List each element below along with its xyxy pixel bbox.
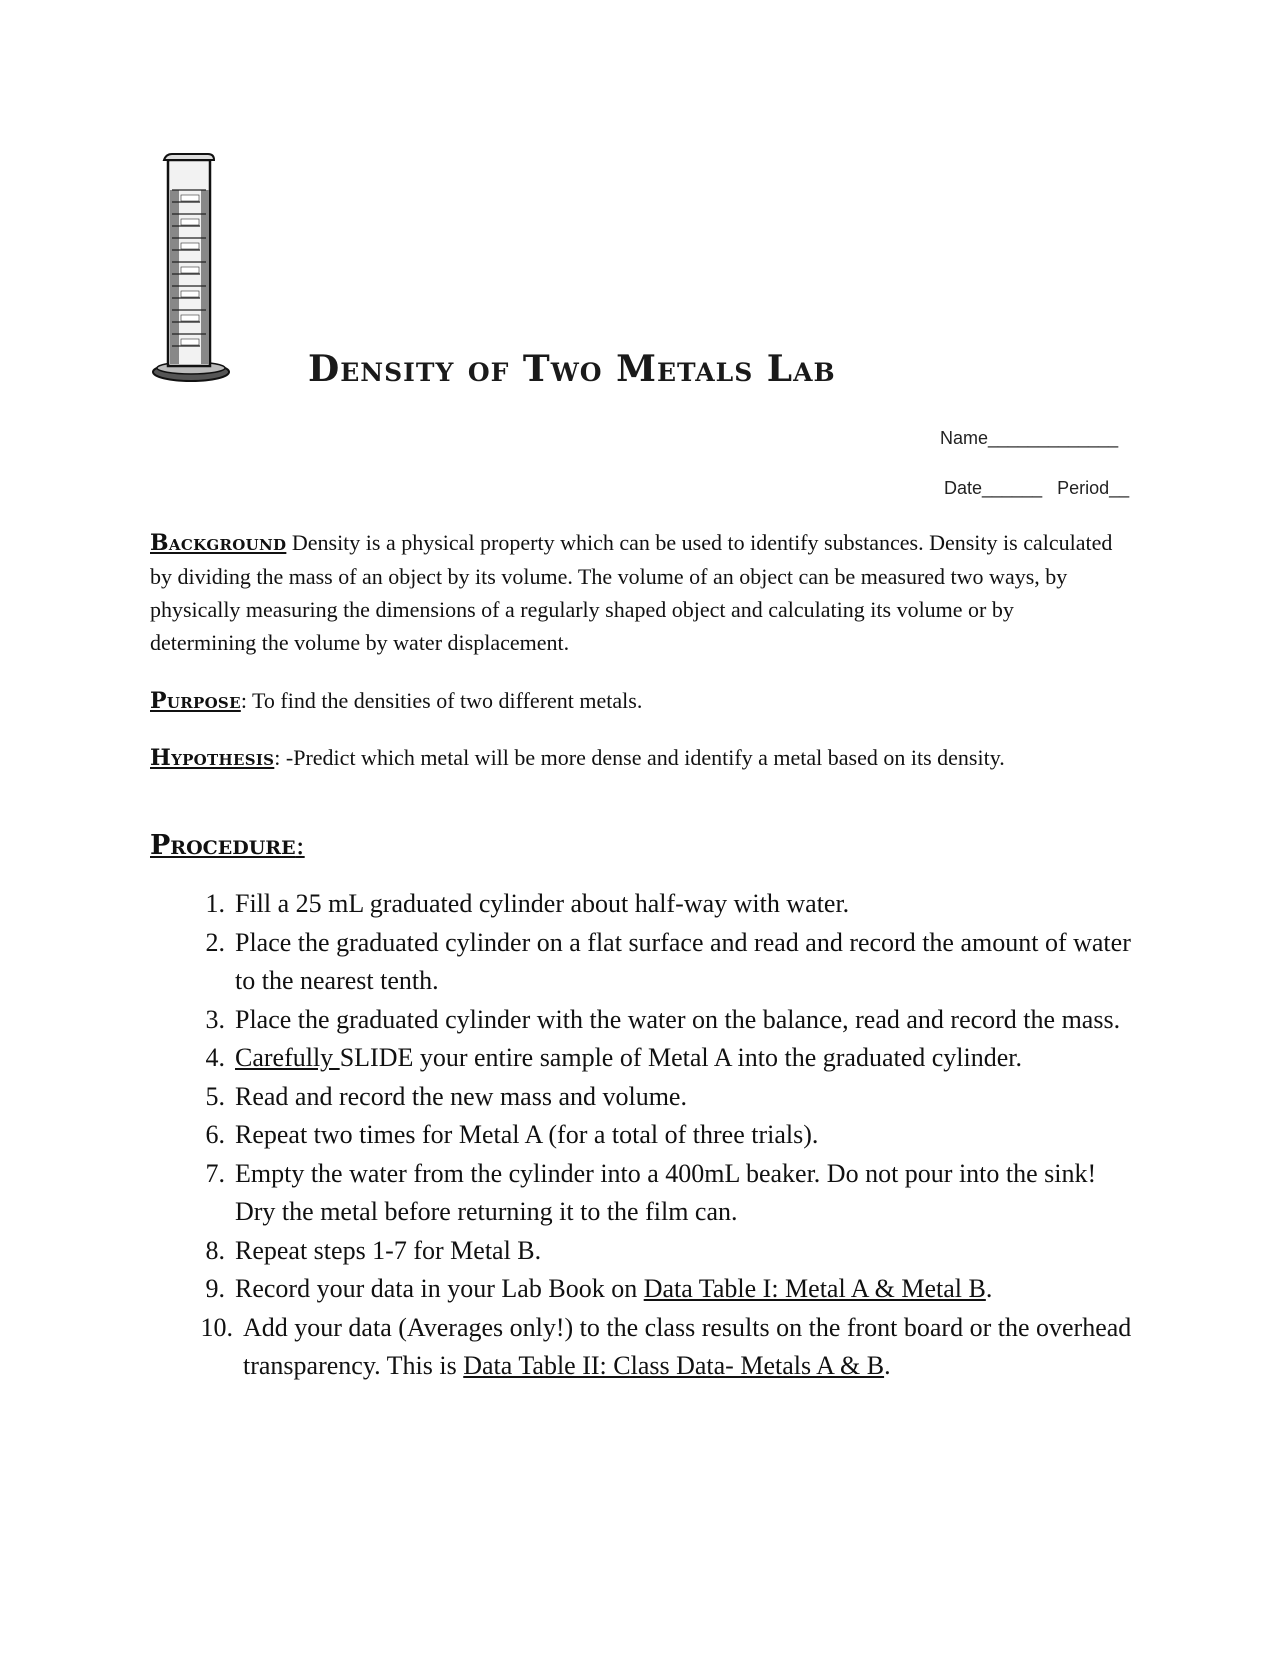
step-number: 4. <box>205 1043 225 1072</box>
procedure-step <box>184 1155 1134 1232</box>
step-text: Repeat steps 1-7 for Metal B. <box>235 1235 542 1265</box>
step-number: 6. <box>205 1120 225 1149</box>
step-text-container <box>243 1309 1134 1386</box>
step-text-container <box>235 1039 1134 1078</box>
procedure-step <box>184 924 1134 1001</box>
procedure-step <box>184 1078 1134 1117</box>
step-text: Repeat two times for Metal A (for a total of three trials). <box>235 1120 819 1149</box>
purpose-text: : To find the densities of two different metals. <box>240 688 643 713</box>
background-section <box>150 526 1118 659</box>
data-table-2-reference: Data Table II: Class Data- Metals A & B <box>463 1351 885 1380</box>
step-number: 9. <box>205 1274 225 1303</box>
hypothesis-text: : -Predict which metal will be more dense and identify a metal based on its density. <box>274 745 1005 770</box>
step-number: 2. <box>205 927 225 957</box>
step-number: 8. <box>205 1235 225 1265</box>
procedure-label: Procedure <box>150 830 296 861</box>
step-text-end: . <box>985 1274 993 1303</box>
procedure-colon: : <box>295 830 305 861</box>
procedure-step <box>184 1116 1134 1155</box>
date-period-line <box>944 478 1129 499</box>
procedure-step <box>184 1001 1134 1040</box>
procedure-heading <box>150 830 305 861</box>
procedure-step <box>184 885 1134 924</box>
step-text: Add your data (Averages only!) to the class results on the front board or the overhead transparency. This is <box>243 1312 1132 1380</box>
step-text: SLIDE your entire sample of Metal A into the graduated cylinder. <box>339 1043 1023 1072</box>
purpose-label: Purpose <box>150 688 241 714</box>
step-text: Fill a 25 mL graduated cylinder about half-way with water. <box>235 889 850 918</box>
step-number: 5. <box>205 1081 225 1111</box>
background-label: Background <box>150 530 287 556</box>
data-table-1-reference: Data Table I: Metal A & Metal B <box>643 1274 986 1303</box>
hypothesis-label: Hypothesis <box>150 745 275 771</box>
step-text: Empty the water from the cylinder into a 400mL beaker. Do not pour into the sink! Dry the metal before returning it to the film can. <box>235 1158 1097 1226</box>
step-number: 10. <box>200 1312 233 1342</box>
step-number: 7. <box>205 1158 225 1188</box>
page-title: Density of Two Metals Lab <box>308 348 836 390</box>
step-number: 1. <box>205 889 225 918</box>
name-field: Name_____________ <box>940 428 1119 448</box>
procedure-steps <box>184 885 1134 1386</box>
procedure-step <box>184 1039 1134 1078</box>
background-text: Density is a physical property which can be used to identify substances. Density is calculated by dividing the mass of an object by its volume. The volume of an object can be measured two ways, by physically measuring the dimensions of a regularly shaped object and calculating its volume or by determining the volume by water displacement. <box>150 530 1113 655</box>
step-number: 3. <box>205 1004 225 1034</box>
step-text: Record your data in your Lab Book on <box>235 1274 644 1303</box>
step-text-end: . <box>884 1351 891 1380</box>
graduated-cylinder-image <box>150 150 232 386</box>
purpose-section <box>150 684 1118 718</box>
step-text: Read and record the new mass and volume. <box>235 1081 687 1111</box>
procedure-step <box>184 1270 1134 1309</box>
hypothesis-section <box>150 741 1118 775</box>
period-field: Period__ <box>1057 478 1130 498</box>
step-text: Place the graduated cylinder with the water on the balance, read and record the mass. <box>235 1004 1121 1034</box>
procedure-step <box>184 1309 1134 1386</box>
procedure-step <box>184 1232 1134 1271</box>
step-emphasis: Carefully <box>235 1043 340 1072</box>
step-text: Place the graduated cylinder on a flat surface and read and record the amount of water to the nearest tenth. <box>235 927 1131 995</box>
date-field: Date______ <box>944 478 1043 498</box>
step-text-container <box>235 1270 1134 1309</box>
